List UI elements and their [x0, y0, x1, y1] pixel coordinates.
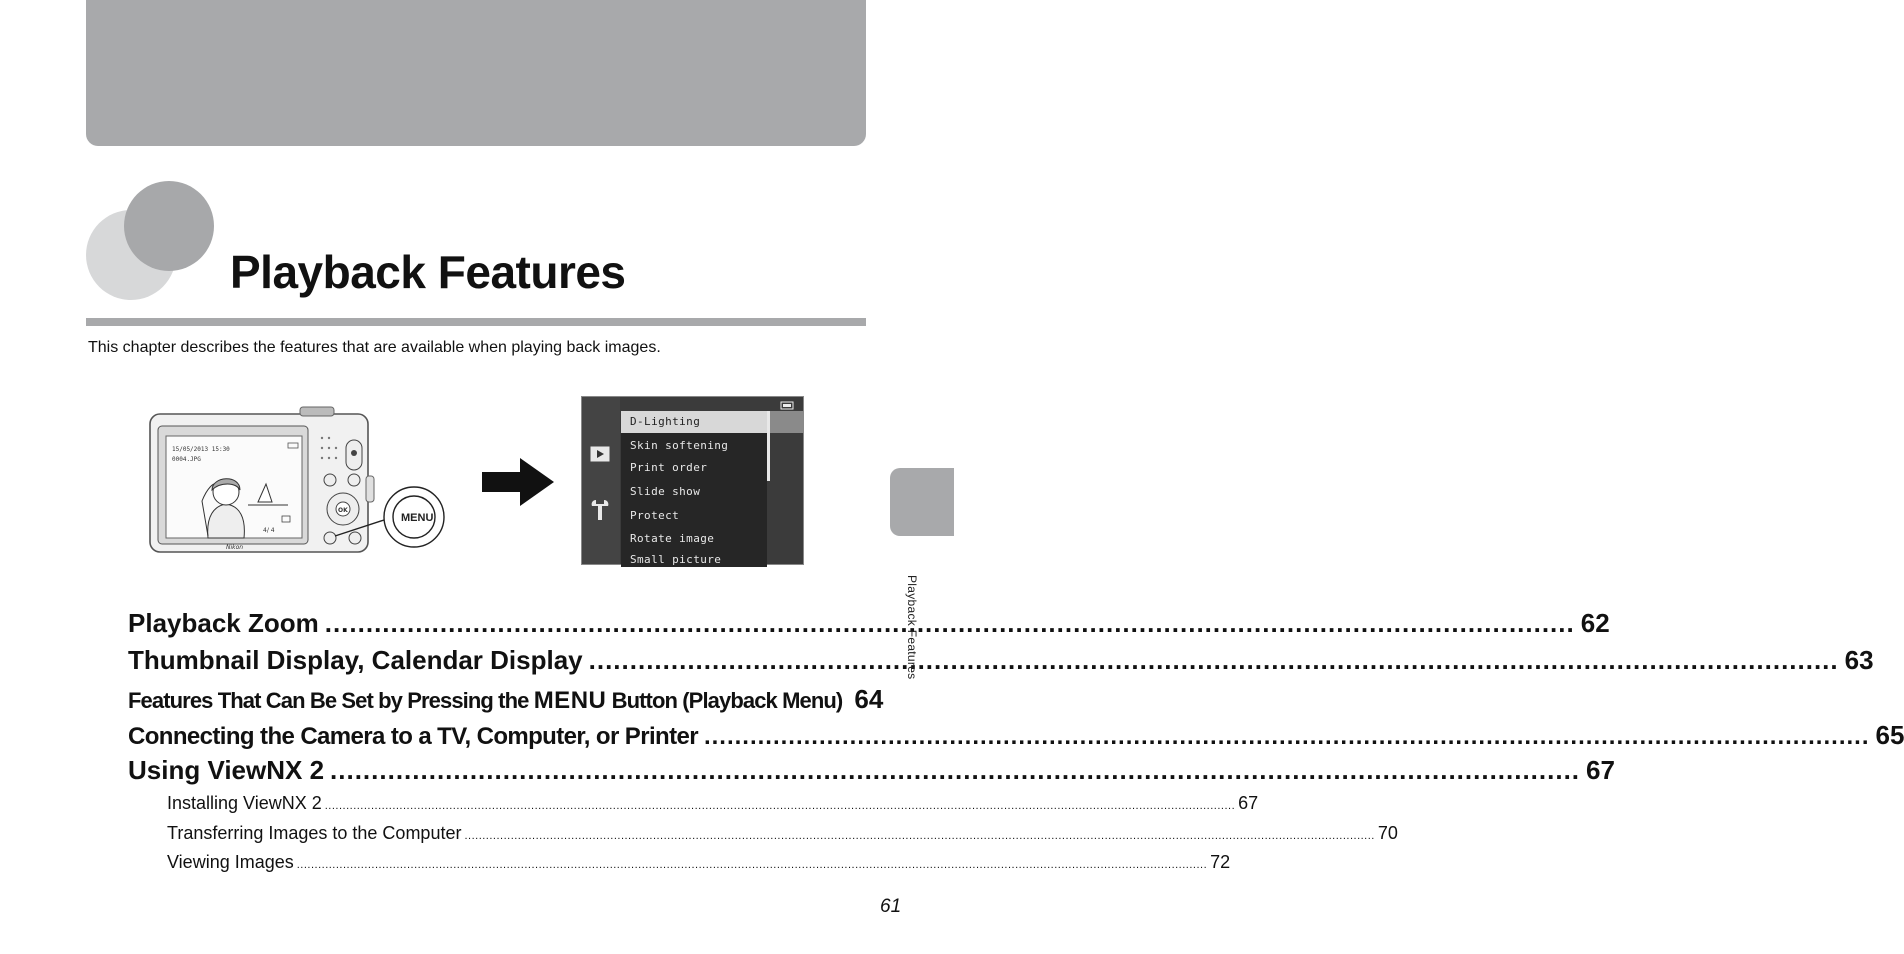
menu-item-protect[interactable]: Protect: [630, 509, 680, 522]
toc-entry-label: Using ViewNX 2: [128, 755, 325, 785]
toc-subentry-page: 70: [1377, 823, 1398, 843]
right-arrow-icon: [482, 458, 556, 506]
menu-button-text: MENU: [401, 512, 434, 524]
toc-subentry-viewing-images[interactable]: [167, 852, 1231, 873]
toc-entry-using-viewnx[interactable]: [128, 755, 1615, 786]
toc-entry-playback-menu[interactable]: [128, 684, 884, 715]
camera-date-text: 15/05/2013 15:30: [172, 446, 230, 453]
toc-subentry-label: Transferring Images to the Computer: [167, 823, 462, 843]
camera-ok-text: OK: [338, 507, 348, 514]
menu-item-small-picture[interactable]: Small picture: [630, 553, 722, 566]
menu-item-rotate-image[interactable]: Rotate image: [630, 532, 715, 545]
menu-item-print-order[interactable]: Print order: [630, 461, 708, 474]
page-number: 61: [880, 896, 902, 917]
toc-entry-page: 67: [1586, 755, 1615, 785]
toc-entry-label: Playback Zoom: [128, 608, 319, 638]
camera-back-illustration: [148, 406, 453, 556]
menu-selection-extension: [770, 411, 804, 433]
decorative-circle-dark: [124, 181, 214, 271]
title-rule: [86, 318, 866, 326]
menu-list-panel: [621, 411, 767, 567]
camera-counter-text: 4/ 4: [263, 527, 275, 534]
menu-item-d-lighting[interactable]: D-Lighting: [621, 411, 767, 433]
toc-entry-playback-zoom[interactable]: [128, 608, 1610, 639]
chapter-thumb-tab[interactable]: [890, 468, 954, 536]
toc-entry-label-suffix: Button (Playback Menu): [611, 688, 843, 713]
toc-subentry-installing-viewnx[interactable]: [167, 793, 1259, 814]
menu-item-slide-show[interactable]: Slide show: [630, 485, 701, 498]
menu-item-skin-softening[interactable]: Skin softening: [630, 439, 729, 452]
side-chapter-label: Playback Features: [905, 575, 919, 680]
toc-leader-dots: [325, 608, 1575, 639]
toc-entry-connecting-camera[interactable]: [128, 720, 1904, 751]
toc-subentry-label: Viewing Images: [167, 852, 294, 872]
menu-icon: MENU: [533, 687, 607, 714]
chapter-title: Playback Features: [230, 246, 626, 298]
chapter-intro: This chapter describes the features that are available when playing back images.: [88, 339, 661, 356]
chapter-header-band: [86, 0, 866, 146]
toc-subentry-transferring-images[interactable]: [167, 823, 1398, 844]
toc-entry-page: 62: [1580, 608, 1610, 638]
toc-leader-dots: [297, 859, 1207, 871]
toc-subentry-page: 72: [1210, 852, 1231, 872]
toc-entry-label: Connecting the Camera to a TV, Computer, or Printer: [128, 723, 698, 750]
wrench-icon: [590, 499, 610, 521]
toc-subentry-label: Installing ViewNX 2: [167, 793, 322, 813]
toc-entry-label: [128, 687, 842, 715]
toc-leader-dots: [589, 645, 1839, 676]
menu-tab-sidebar: [582, 397, 620, 564]
toc-entry-thumbnail-display[interactable]: [128, 645, 1874, 676]
toc-leader-dots: [704, 723, 1870, 751]
toc-entry-label-prefix: Features That Can Be Set by Pressing the: [128, 688, 529, 713]
camera-brand-text: Nikon: [226, 544, 244, 551]
toc-subentry-page: 67: [1238, 793, 1259, 813]
toc-entry-page: 64: [854, 684, 884, 714]
toc-leader-dots: [330, 755, 1580, 786]
toc-entry-label: Thumbnail Display, Calendar Display: [128, 645, 583, 675]
playback-icon: [590, 446, 610, 462]
playback-menu-screen: [581, 396, 804, 565]
toc-entry-page: 63: [1844, 645, 1874, 675]
toc-leader-dots: [325, 800, 1235, 812]
toc-leader-dots: [464, 830, 1374, 842]
battery-indicator: [767, 397, 804, 411]
camera-file-text: 0004.JPG: [172, 456, 201, 463]
toc-entry-page: 65: [1875, 720, 1904, 750]
